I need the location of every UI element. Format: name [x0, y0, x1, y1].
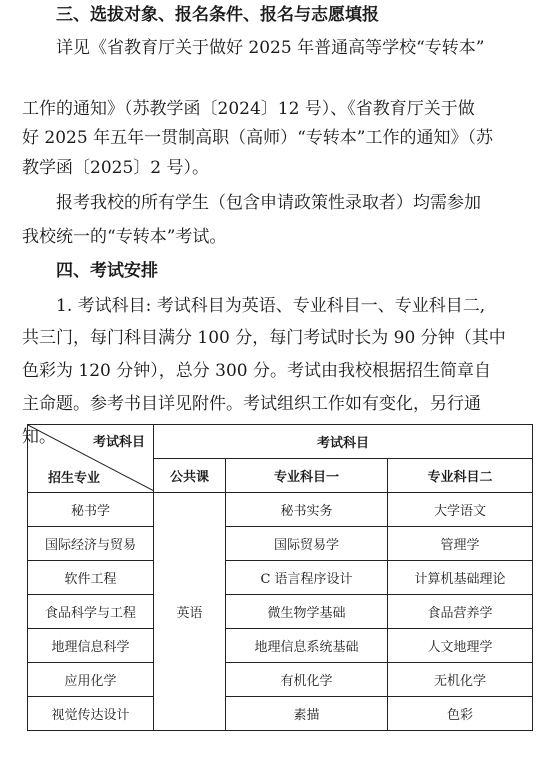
major-cell: 应用化学 [28, 663, 154, 697]
paragraph-line: 共三门，每门科目满分 100 分，每门考试时长为 90 分钟（其中 [22, 328, 506, 348]
subject1-cell: 国际贸易学 [226, 527, 388, 561]
subject2-cell: 无机化学 [388, 663, 533, 697]
table-row [28, 697, 533, 731]
subject2-cell: 食品营养学 [388, 595, 533, 629]
subject2-cell: 色彩 [388, 697, 533, 731]
paragraph-line: 好 2025 年五年一贯制高职（高师）“专转本”工作的通知》（苏 [22, 128, 493, 148]
public-course-cell: 英语 [154, 493, 226, 731]
subject1-cell: 素描 [226, 697, 388, 731]
paragraph-line: 详见《省教育厅关于做好 2025 年普通高等学校“专转本” [56, 38, 485, 58]
major-cell: 软件工程 [28, 561, 154, 595]
major-cell: 国际经济与贸易 [28, 527, 154, 561]
major-cell: 地理信息科学 [28, 629, 154, 663]
table-row [28, 561, 533, 595]
major-cell: 视觉传达设计 [28, 697, 154, 731]
subject1-header: 专业科目一 [226, 459, 388, 493]
paragraph-line: 我校统一的“专转本”考试。 [22, 227, 227, 247]
major-cell: 食品科学与工程 [28, 595, 154, 629]
paragraph-line: 知。 [22, 427, 56, 447]
subject1-cell: 秘书实务 [226, 493, 388, 527]
subject1-cell: 微生物学基础 [226, 595, 388, 629]
group-header: 考试科目 [154, 425, 533, 459]
subject2-cell: 管理学 [388, 527, 533, 561]
paragraph-line: 工作的通知》（苏教学函〔2024〕12 号）、《省教育厅关于做 [22, 99, 475, 119]
subject1-cell: 地理信息系统基础 [226, 629, 388, 663]
paragraph-line: 色彩为 120 分钟），总分 300 分。考试由我校根据招生简章自 [22, 361, 492, 381]
public-course-header: 公共课 [154, 459, 226, 493]
paragraph-line: 1. 考试科目: 考试科目为英语、专业科目一、专业科目二, [56, 296, 486, 316]
corner-bottom-label: 招生专业 [48, 471, 101, 486]
table-row [28, 595, 533, 629]
subject2-cell: 计算机基础理论 [388, 561, 533, 595]
table-row [28, 493, 533, 527]
paragraph-line: 教学函〔2025〕2 号）。 [22, 158, 209, 178]
subject1-cell: C 语言程序设计 [226, 561, 388, 595]
major-cell: 秘书学 [28, 493, 154, 527]
subject2-cell: 人文地理学 [388, 629, 533, 663]
table-corner-cell [28, 425, 154, 493]
table-row [28, 629, 533, 663]
section-three-heading: 三、选拔对象、报名条件、报名与志愿填报 [56, 5, 379, 25]
paragraph-line: 主命题。参考书目详见附件。考试组织工作如有变化，另行通 [22, 394, 481, 414]
section-four-heading: 四、考试安排 [56, 261, 158, 281]
corner-top-label: 考试科目 [92, 435, 145, 450]
table-row [28, 527, 533, 561]
subject1-cell: 有机化学 [226, 663, 388, 697]
subject2-cell: 大学语文 [388, 493, 533, 527]
subject2-header: 专业科目二 [388, 459, 533, 493]
paragraph-line: 报考我校的所有学生（包含申请政策性录取者）均需参加 [56, 193, 481, 213]
table-row [28, 663, 533, 697]
exam-subjects-table [27, 424, 533, 731]
